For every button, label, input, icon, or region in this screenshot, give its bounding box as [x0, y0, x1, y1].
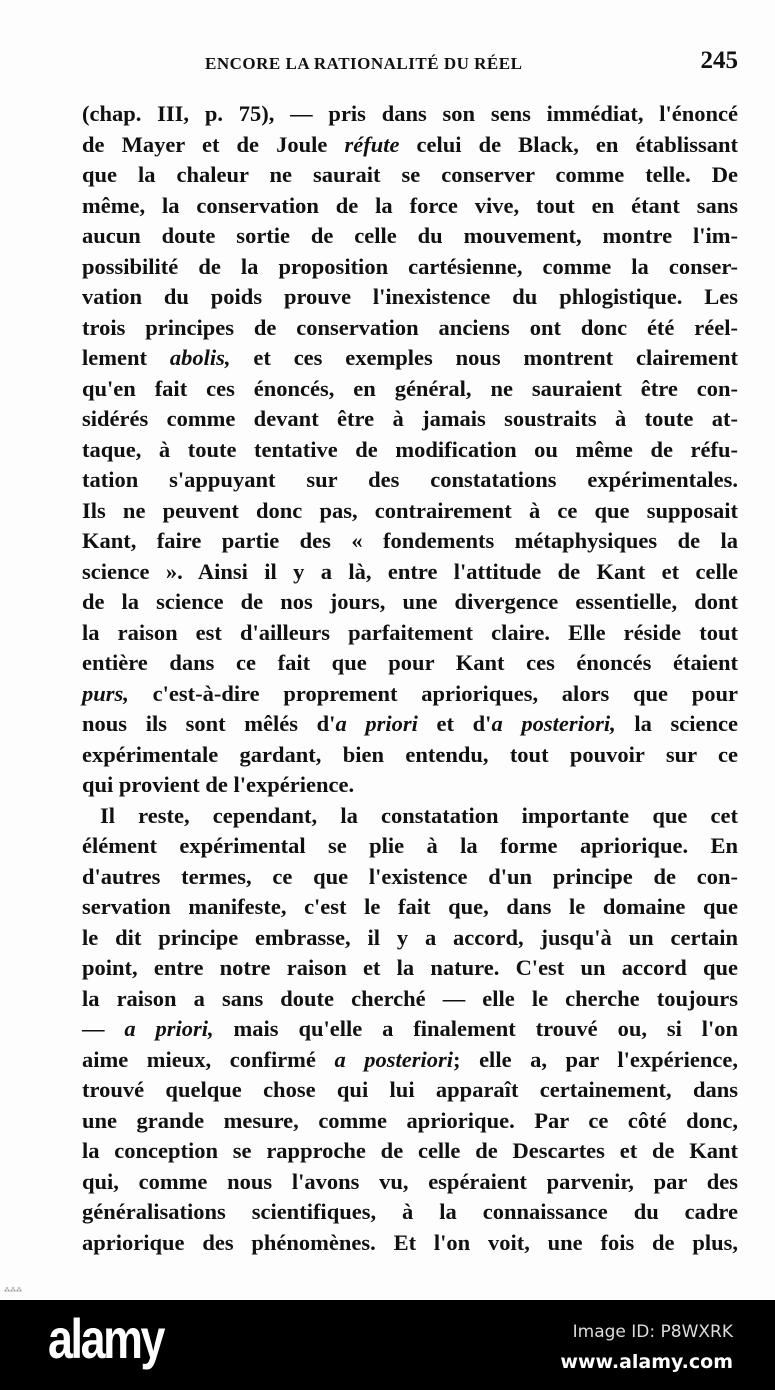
text-segment: ; elle a, par l'expérience, [453, 1046, 738, 1072]
text-line [82, 282, 738, 313]
text-segment: Il reste, cependant, la constatation importante que cet [100, 802, 738, 828]
text-segment: Kant, faire partie des « fondements métaphysiques de la [82, 528, 738, 553]
text-segment: science ». Ainsi il y a là, entre l'attitude de Kant et celle [82, 558, 738, 584]
text-segment: taque, à toute tentative de modification ou même de réfu- [82, 436, 738, 462]
text-line [82, 435, 738, 466]
text-segment: élément expérimental se plie à la forme apriorique. En [82, 833, 738, 858]
text-segment: nous ils sont mêlés d' [82, 711, 336, 736]
italic-text: a posteriori, [491, 711, 616, 736]
image-id: Image ID: P8WXRK [572, 1322, 733, 1342]
text-segment: la raison est d'ailleurs parfaitement claire. Elle réside tout [82, 619, 738, 645]
italic-text: a posteriori [334, 1046, 454, 1072]
text-line [82, 1228, 738, 1259]
text-line [82, 252, 738, 283]
text-segment: et d' [417, 711, 492, 736]
text-line [82, 343, 738, 374]
text-line [82, 526, 738, 557]
text-line [82, 1167, 738, 1198]
text-segment: apriorique des phénomènes. Et l'on voit, une fois de plus, [82, 1229, 738, 1255]
text-line [82, 374, 738, 405]
text-segment: celui de Black, en établissant [399, 131, 738, 157]
text-line [82, 557, 738, 588]
italic-text: purs, [82, 680, 129, 706]
text-line [82, 191, 738, 222]
text-segment: possibilité de la proposition cartésienne, comme la conser- [82, 253, 738, 279]
alamy-logo: alamy [48, 1307, 164, 1370]
text-segment: la raison a sans doute cherché — elle le cherche toujours [82, 985, 738, 1011]
text-line [82, 496, 738, 527]
text-segment: la conception se rapproche de celle de Descartes et de Kant [82, 1138, 738, 1163]
text-line [82, 801, 738, 832]
text-segment: lement [82, 345, 170, 370]
text-segment: que la chaleur ne saurait se conserver comme telle. De [82, 162, 738, 187]
text-segment: d'autres termes, ce que l'existence d'un principe de con- [82, 863, 738, 889]
italic-text: réfute [344, 131, 400, 157]
text-segment: — [82, 1016, 125, 1041]
text-segment: une grande mesure, comme apriorique. Par ce côté donc, [82, 1107, 738, 1133]
text-line [82, 679, 738, 710]
text-line [82, 1045, 738, 1076]
text-segment: de la science de nos jours, une divergence essentielle, dont [82, 589, 738, 614]
text-segment: qui provient de l'expérience. [82, 772, 355, 797]
body-text [82, 99, 738, 1258]
text-segment: qu'en fait ces énoncés, en général, ne sauraient être con- [82, 375, 738, 401]
italic-text: a priori, [124, 1016, 214, 1041]
italic-text: abolis, [169, 345, 231, 370]
text-line [82, 648, 738, 679]
site-url: www.alamy.com [560, 1351, 733, 1373]
text-segment: qui, comme nous l'avons vu, espéraient parvenir, par des [82, 1168, 738, 1194]
italic-text: a priori [335, 711, 418, 736]
text-line [82, 1075, 738, 1106]
text-line [82, 953, 738, 984]
text-line [82, 160, 738, 191]
text-segment: la science [615, 711, 739, 736]
scan-artifact: ⁂⁂⁂ [4, 1287, 22, 1294]
text-segment: point, entre notre raison et la nature. C'est un accord que [82, 955, 738, 980]
text-line [82, 404, 738, 435]
text-line [82, 1106, 738, 1137]
text-segment: tation s'appuyant sur des constatations expérimentales. [82, 467, 738, 492]
text-line [82, 1136, 738, 1167]
text-line [82, 587, 738, 618]
text-line [82, 99, 738, 130]
text-line [82, 892, 738, 923]
text-segment: sidérés comme devant être à jamais soustraits à toute at- [82, 406, 738, 431]
text-line [82, 313, 738, 344]
text-line [82, 221, 738, 252]
text-segment: de Mayer et de Joule [82, 131, 345, 157]
text-line [82, 1197, 738, 1228]
text-segment: c'est-à-dire proprement aprioriques, alors que pour [128, 680, 738, 706]
text-segment: mais qu'elle a finalement trouvé ou, si l'on [213, 1016, 739, 1041]
text-segment: même, la conservation de la force vive, tout en étant sans [82, 192, 738, 218]
text-segment: vation du poids prouve l'inexistence du phlogistique. Les [82, 284, 738, 309]
text-segment: aime mieux, confirmé [82, 1046, 335, 1072]
text-line [82, 740, 738, 771]
text-line [82, 831, 738, 862]
text-segment: trois principes de conservation anciens ont donc été réel- [82, 314, 738, 340]
text-line [82, 709, 738, 740]
text-line [82, 618, 738, 649]
running-head: ENCORE LA RATIONALITÉ DU RÉEL [205, 54, 523, 73]
text-line [82, 465, 738, 496]
text-segment: servation manifeste, c'est le fait que, dans le domaine que [82, 894, 738, 919]
page-number: 245 [700, 47, 738, 74]
text-segment: trouvé quelque chose qui lui apparaît certainement, dans [82, 1077, 738, 1102]
text-segment: expérimentale gardant, bien entendu, tout pouvoir sur ce [82, 741, 738, 767]
text-line [82, 770, 738, 801]
text-segment: Ils ne peuvent donc pas, contrairement à ce que supposait [82, 497, 738, 523]
text-segment: aucun doute sortie de celle du mouvement, montre l'im- [82, 223, 738, 248]
text-line [82, 862, 738, 893]
text-segment: généralisations scientifiques, à la connaissance du cadre [82, 1199, 738, 1224]
watermark-banner [0, 1300, 775, 1390]
text-line [82, 130, 738, 161]
text-segment: (chap. III, p. 75), — pris dans son sens immédiat, l'énoncé [82, 101, 738, 126]
text-segment: et ces exemples nous montrent clairement [230, 345, 738, 370]
text-segment: entière dans ce fait que pour Kant ces énoncés étaient [82, 650, 738, 675]
text-line [82, 984, 738, 1015]
text-line [82, 923, 738, 954]
text-line [82, 1014, 738, 1045]
text-segment: le dit principe embrasse, il y a accord, jusqu'à un certain [82, 924, 738, 950]
